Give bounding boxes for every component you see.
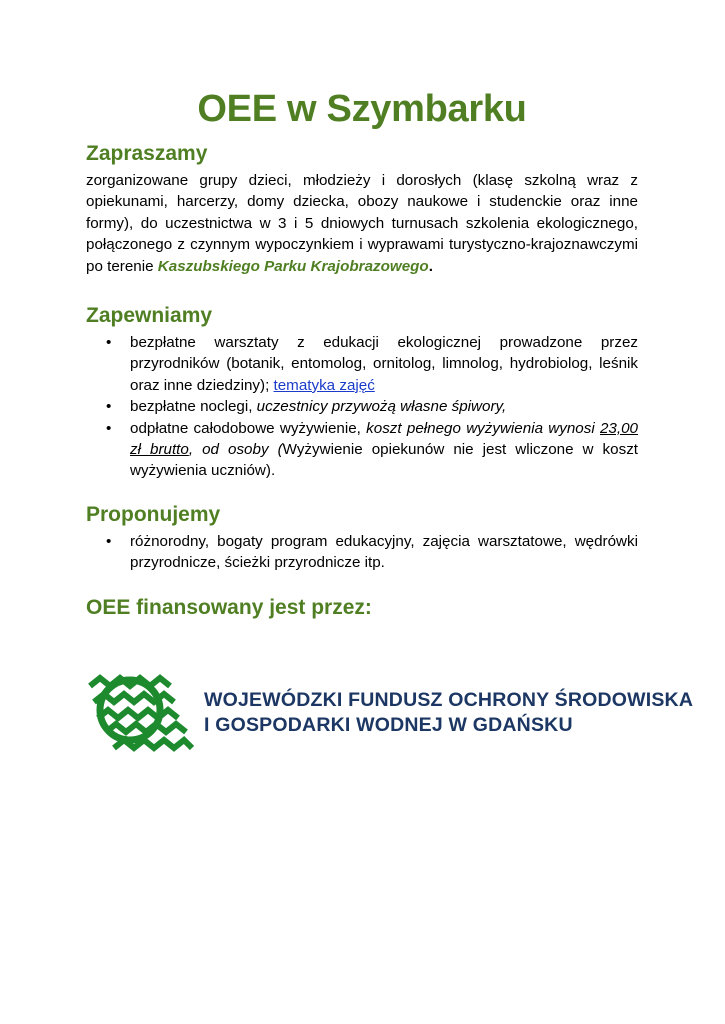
heading-finansowanie: OEE finansowany jest przez: — [86, 596, 372, 619]
logo-line-1: WOJEWÓDZKI FUNDUSZ OCHRONY ŚRODOWISKA — [204, 689, 694, 711]
park-name-highlight: Kaszubskiego Parku Krajobrazowego — [157, 257, 429, 275]
list-item — [86, 418, 638, 482]
item-rest: Wyżywienie opiekunów nie jest wliczone w koszt wyżywienia uczniów). — [130, 441, 639, 480]
logo-line-2: I GOSPODARKI WODNEJ W GDAŃSKU — [204, 714, 573, 736]
page-title: OEE w Szymbarku — [197, 88, 527, 130]
list-item — [86, 396, 638, 417]
list-zapewniamy — [86, 332, 638, 482]
paragraph-end: . — [428, 257, 433, 275]
item-italic-2: , od osoby ( — [188, 441, 283, 459]
wfosigw-waves-logo-icon — [86, 668, 198, 758]
heading-zapewniamy: Zapewniamy — [86, 304, 213, 327]
bullet: • — [106, 334, 112, 351]
item-text: odpłatne całodobowe wyżywienie, — [130, 419, 367, 437]
bullet: • — [106, 419, 112, 437]
paragraph-text: zorganizowane grupy dzieci, młodzieży i dorosłych (klasę szkolną wraz z opiekunami, harcerzy, domy dziecka, obozy naukowe i studenckie oraz inne formy), do uczestnictwa w 3 i 5 dniowych turnusach szkolenia ekologicznego, połączonego z czynnym wypoczynkiem i wyprawami turystyczno-krajoznawczymi po terenie — [86, 172, 638, 275]
heading-zapraszamy: Zapraszamy — [86, 142, 208, 165]
item-italic: koszt pełnego wyżywienia wynosi — [366, 419, 600, 437]
item-italic: uczestnicy przywożą własne śpiwory, — [256, 398, 507, 416]
bullet: • — [106, 533, 112, 550]
list-item — [86, 531, 638, 574]
price: 23,00 zł brutto — [130, 419, 638, 459]
item-text: bezpłatne warsztaty z edukacji ekologicznej prowadzone przez przyrodników (botanik, entomolog, ornitolog, limnolog, hydrobiolog, leśnik oraz inne dziedziny); — [130, 334, 638, 394]
wfosigw-logo — [86, 668, 694, 758]
bullet: • — [106, 398, 112, 416]
list-item — [86, 332, 638, 396]
tematyka-zajec-link[interactable]: tematyka zajęć — [273, 376, 375, 394]
paragraph-zapraszamy — [86, 170, 638, 277]
item-text: bezpłatne noclegi, — [130, 398, 257, 416]
heading-proponujemy: Proponujemy — [86, 503, 221, 526]
logo-text — [204, 688, 693, 738]
list-proponujemy — [86, 531, 638, 574]
item-text: różnorodny, bogaty program edukacyjny, zajęcia warsztatowe, wędrówki przyrodnicze, ścieżki przyrodnicze itp. — [130, 533, 638, 572]
